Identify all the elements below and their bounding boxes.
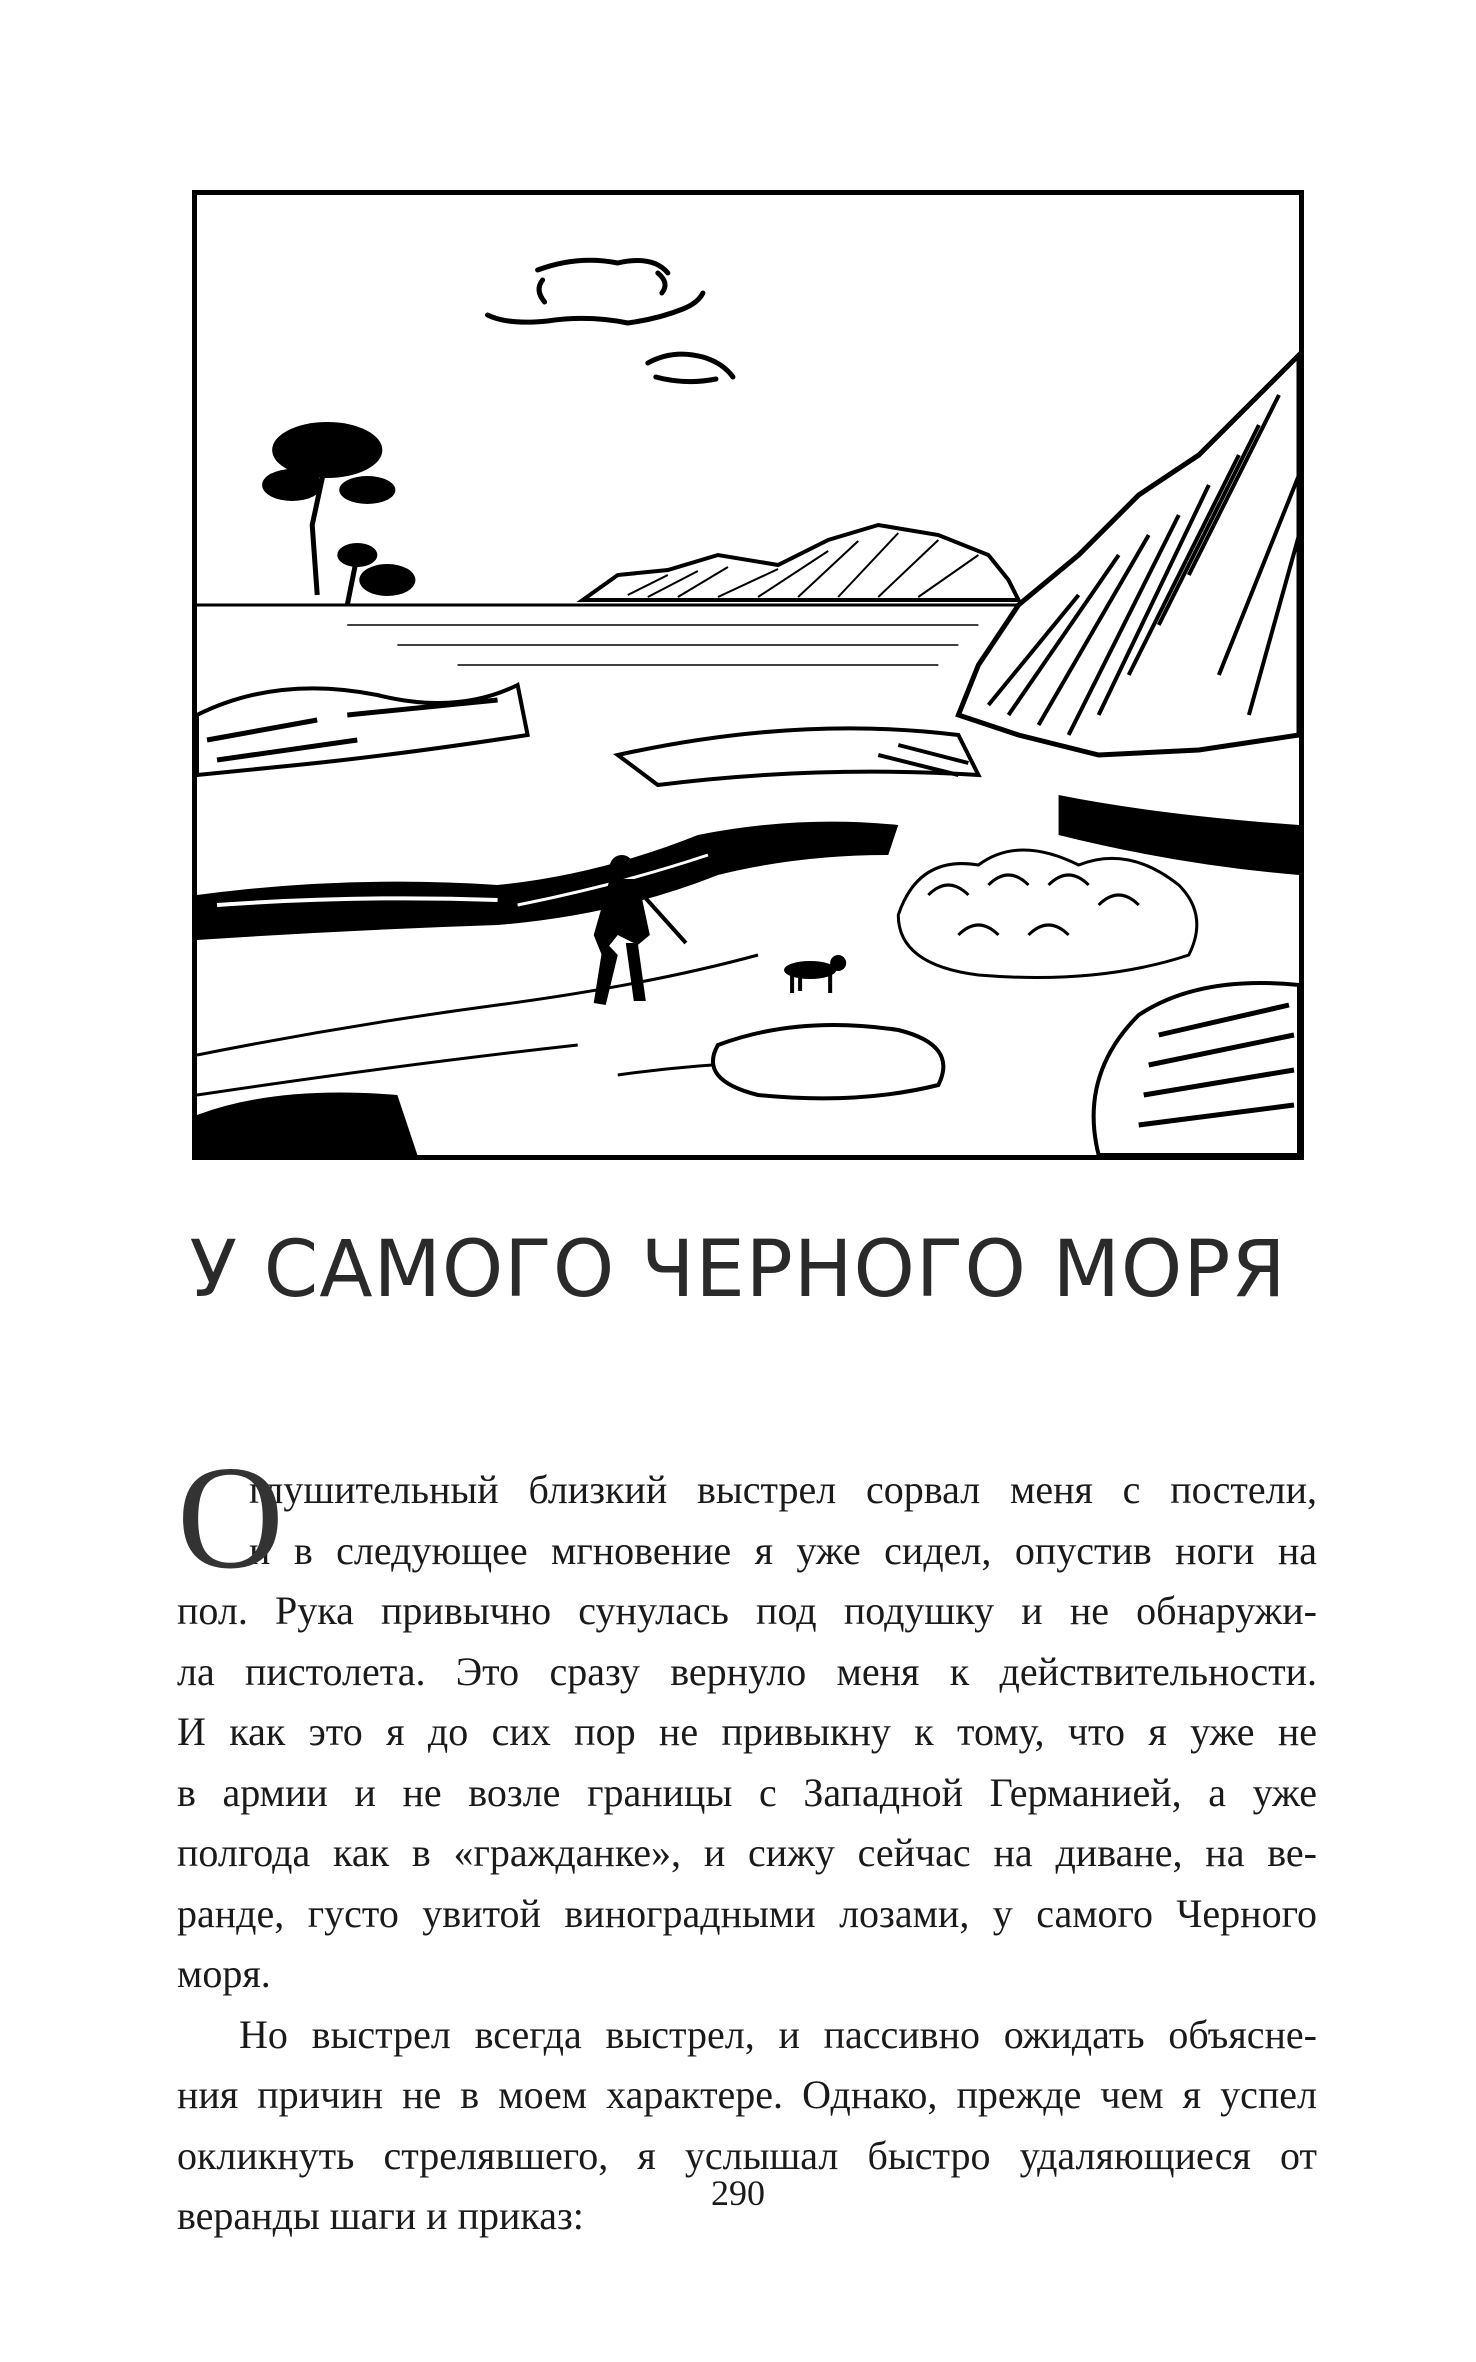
text-line: пол. Рука привычно сунулась под подушку и не обнаружи- bbox=[177, 1588, 1317, 1633]
text-line: полгода как в «гражданке», и сижу сейчас на диване, на ве- bbox=[177, 1830, 1317, 1875]
chapter-title: У САМОГО ЧЕРНОГО МОРЯ bbox=[189, 1225, 1287, 1315]
text-line: окликнуть стрелявшего, я услышал быстро удаляющиеся от bbox=[177, 2132, 1317, 2178]
body-text bbox=[177, 1436, 1317, 2247]
text-line: И как это я до сих пор не привыкну к тому, что я уже не bbox=[177, 1709, 1317, 1754]
text-line: ранде, густо увитой виноградными лозами, у самого Черного bbox=[177, 1890, 1317, 1936]
text-line: ла пистолета. Это сразу вернуло меня к действительности. bbox=[177, 1648, 1317, 1694]
page-number: 290 bbox=[711, 2173, 765, 2213]
text-line: Но выстрел всегда выстрел, и пассивно ожидать объясне- bbox=[239, 2011, 1317, 2057]
text-line: и в следующее мгновение я уже сидел, опустив ноги на bbox=[249, 1527, 1317, 1573]
text-line: ния причин не в моем характере. Однако, прежде чем я успел bbox=[177, 2072, 1317, 2117]
drop-cap: О bbox=[177, 1436, 284, 1600]
text-line: веранды шаги и приказ: bbox=[177, 2193, 584, 2238]
text-line: моря. bbox=[177, 1951, 271, 1996]
text-line: глушительный близкий выстрел сорвал меня с постели, bbox=[249, 1467, 1317, 1512]
paragraph-1 bbox=[177, 1436, 1317, 2005]
landscape-illustration bbox=[192, 190, 1304, 1160]
text-line: в армии и не возле границы с Западной Германией, а уже bbox=[177, 1769, 1317, 1815]
